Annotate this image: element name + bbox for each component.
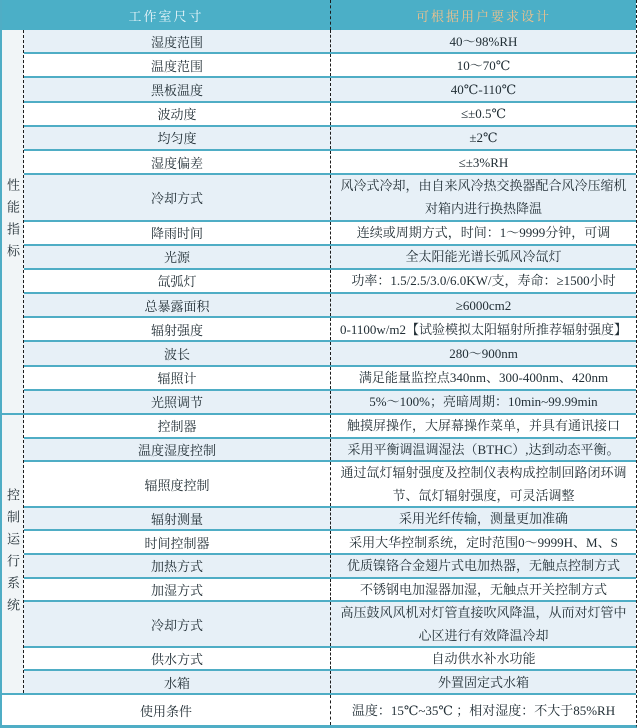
spec-row-label: 光照调节 (150, 395, 203, 411)
spec-row-label: 氙弧灯 (157, 274, 197, 290)
spec-row-label: 控制器 (157, 419, 197, 435)
spec-row-label: 辐照计 (157, 371, 197, 387)
spec-row-value: 通过氙灯辐射强度及控制仪表构成控制回路闭环调节、氙灯辐射强度，可灵活调整 (330, 462, 636, 505)
vertical-label-control: 控制运行系统 (5, 488, 20, 620)
spec-row-value: 5%～100%；亮暗周期：10min~99.99min (330, 391, 636, 413)
spec-row-label: 波动度 (157, 107, 197, 123)
spec-row (24, 508, 636, 532)
spec-row (24, 555, 636, 579)
spec-row (24, 151, 636, 175)
spec-row (24, 246, 636, 270)
spec-row-value: 外置固定式水箱 (330, 671, 636, 693)
spec-row-value: 40～98%RH (330, 30, 636, 52)
spec-row-label: 时间控制器 (144, 535, 210, 551)
spec-row-label: 湿度范围 (150, 34, 203, 50)
spec-row (24, 648, 636, 672)
spec-row-label: 湿度偏差 (150, 155, 203, 171)
spec-row-label: 均匀度 (157, 131, 197, 147)
spec-row-label: 温度范围 (150, 58, 203, 74)
spec-row-value: 不锈钢电加湿器加湿，无触点开关控制方式 (330, 579, 636, 601)
section-control (2, 415, 636, 695)
spec-row-label: 辐射强度 (150, 322, 203, 338)
spec-row-value: 风冷式冷却，由自来风冷热交换器配合风冷压缩机对箱内进行换热降温 (330, 175, 636, 219)
spec-row (24, 103, 636, 127)
spec-row-value: 优质镍铬合金翅片式电加热器，无触点控制方式 (330, 555, 636, 577)
spec-row-value: 高压鼓风风机对灯管直接吹风降温，从而对灯管中心区进行有效降温冷却 (330, 602, 636, 645)
spec-row (24, 270, 636, 294)
spec-row (24, 30, 636, 54)
spec-row-value: 采用平衡调温调湿法（BTHC）,达到动态平衡。 (330, 439, 636, 461)
spec-row-value: 自动供水补水功能 (330, 648, 636, 670)
spec-row-label: 冷却方式 (150, 617, 203, 633)
spec-row-value: 采用光纤传输，测量更加准确 (330, 508, 636, 530)
spec-row-label: 黑板温度 (150, 82, 203, 98)
spec-row (24, 415, 636, 439)
spec-row-value: 10～70℃ (330, 54, 636, 76)
spec-row (24, 391, 636, 413)
spec-row-value: 功率：1.5/2.5/3.0/6.0KW/支，寿命：≥1500小时 (330, 270, 636, 292)
spec-row-value: 满足能量监控点340nm、300-400nm、420nm (330, 367, 636, 389)
spec-row (24, 579, 636, 603)
vertical-label-performance: 性能指标 (5, 177, 20, 266)
spec-row (24, 367, 636, 391)
spec-row-value: ±2℃ (330, 127, 636, 149)
footer-value: 温度：15℃~35℃ ；相对湿度：不大于85%RH (330, 695, 636, 725)
section-control-rows (24, 415, 636, 693)
header-design-note: 可根据用户要求设计 (330, 0, 636, 30)
spec-row (24, 318, 636, 342)
section-performance-rows (24, 30, 636, 413)
spec-row-label: 水箱 (163, 675, 190, 691)
spec-row-label: 总暴露面积 (144, 298, 210, 314)
spec-row-value: 采用大华控制系统，定时范围0～9999H、M、S (330, 531, 636, 553)
spec-row (24, 294, 636, 318)
spec-row-label: 波长 (163, 347, 190, 363)
spec-row-value: 触摸屏操作，大屏幕操作菜单，并具有通讯接口 (330, 415, 636, 437)
header-workroom-size: 工作室尺寸 (128, 8, 204, 24)
spec-row-label: 光源 (163, 250, 190, 266)
spec-row (24, 342, 636, 366)
spec-row-label: 冷却方式 (150, 190, 203, 206)
spec-row (24, 602, 636, 647)
spec-row-label: 加湿方式 (150, 583, 203, 599)
footer-row (2, 695, 636, 725)
spec-row-value: 连续或周期方式，时间：1～9999分钟，可调 (330, 222, 636, 244)
spec-row (24, 78, 636, 102)
spec-row-value: 40℃-110℃ (330, 78, 636, 100)
spec-row (24, 222, 636, 246)
spec-row-value: 280～900nm (330, 342, 636, 364)
spec-row-value: 0-1100w/m2【试验模拟太阳辐射所推荐辐射强度】 (330, 318, 636, 340)
spec-row-value: ≤±0.5℃ (330, 103, 636, 125)
spec-row-label: 加热方式 (150, 559, 203, 575)
spec-row-label: 辐射测量 (150, 512, 203, 527)
table-header (2, 0, 636, 30)
spec-row-value: ≥6000cm2 (330, 294, 636, 316)
spec-row (24, 175, 636, 221)
spec-row (24, 531, 636, 555)
spec-row-value: ≤±3%RH (330, 151, 636, 173)
section-performance (2, 30, 636, 415)
footer-label: 使用条件 (139, 703, 192, 719)
spec-row (24, 671, 636, 693)
spec-row-label: 温度湿度控制 (137, 443, 216, 458)
section-control-strip (2, 415, 24, 693)
spec-row (24, 462, 636, 507)
spec-row (24, 439, 636, 463)
section-performance-strip (2, 30, 24, 413)
spec-row-value: 全太阳能光谱长弧风冷氙灯 (330, 246, 636, 268)
spec-row (24, 127, 636, 151)
spec-row (24, 54, 636, 78)
spec-row-label: 辐照度控制 (144, 477, 210, 493)
spec-row-label: 降雨时间 (150, 226, 203, 242)
spec-row-label: 供水方式 (150, 652, 203, 668)
